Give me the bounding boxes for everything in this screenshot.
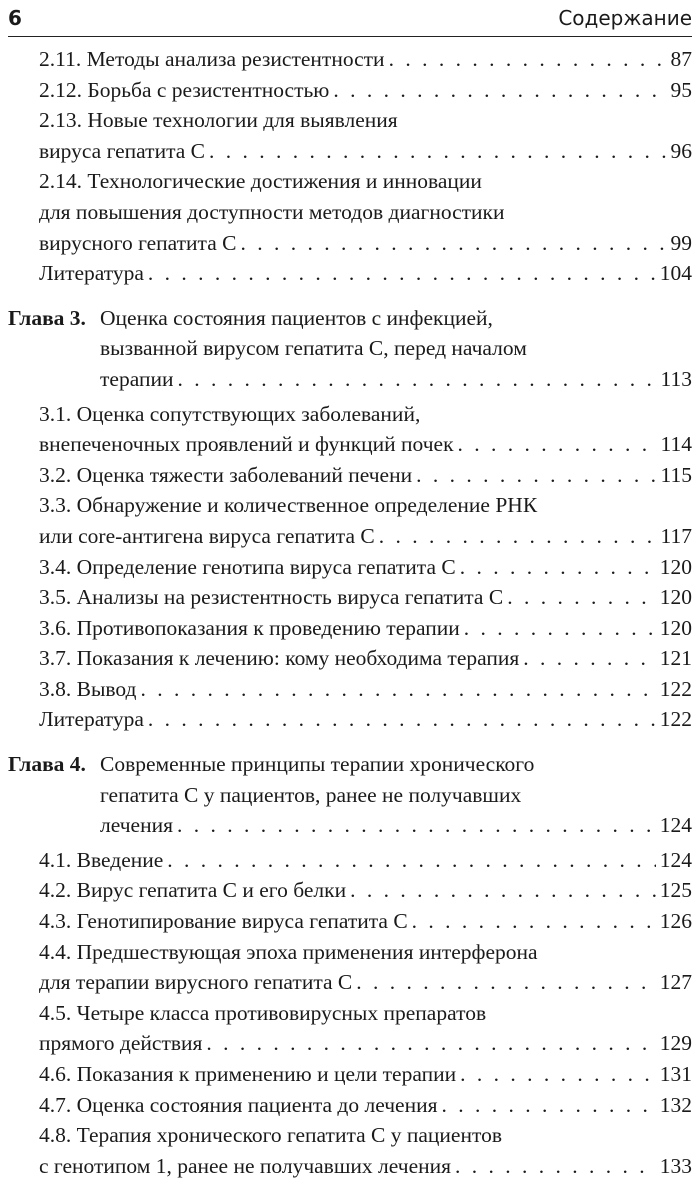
- chapter-label: Глава 3.: [8, 305, 86, 330]
- chapter-2-tail: [0, 44, 700, 289]
- page-ref: 122: [659, 707, 692, 732]
- leader-dots: [523, 643, 655, 674]
- toc-entry: [39, 1090, 692, 1121]
- page-ref: 133: [659, 1153, 692, 1178]
- toc-entry: [39, 460, 692, 491]
- chapter-3: [0, 303, 700, 735]
- leader-dots: [458, 429, 657, 460]
- table-of-contents: [0, 44, 700, 1181]
- leader-dots: [460, 552, 656, 583]
- entry-text-line: прямого действия: [39, 1031, 203, 1056]
- entry-text-line: терапии: [100, 366, 174, 391]
- leader-dots: [379, 521, 657, 552]
- toc-entry: [39, 845, 692, 876]
- entry-text-line: 2.13. Новые технологии для выявления: [39, 108, 398, 133]
- toc-entry: [39, 613, 692, 644]
- leader-dots: [412, 906, 656, 937]
- leader-dots: [333, 75, 666, 106]
- entry-text-line: 2.11. Методы анализа резистентности: [39, 47, 385, 71]
- running-head: [8, 2, 692, 37]
- running-title: Содержание: [558, 6, 692, 30]
- entry-text-line: 3.7. Показания к лечению: кому необходима терапия: [39, 646, 520, 671]
- entry-text-line: 4.8. Терапия хронического гепатита С у пациентов: [39, 1123, 502, 1148]
- toc-entry: [39, 552, 692, 583]
- entry-text-line: 4.5. Четыре класса противовирусных препаратов: [39, 1000, 487, 1025]
- toc-entry: [39, 166, 692, 258]
- entry-text-line: для терапии вирусного гепатита С: [39, 970, 353, 995]
- leader-dots: [356, 967, 656, 998]
- toc-entry: [39, 258, 692, 289]
- page-ref: 120: [659, 554, 692, 579]
- leader-dots: [464, 613, 656, 644]
- toc-entry: [39, 399, 692, 460]
- toc-entry: [39, 490, 692, 551]
- entry-text-line: внепеченочных проявлений и функций почек: [39, 432, 454, 457]
- entry-text-line: 3.8. Вывод: [39, 676, 137, 701]
- leader-dots: [389, 44, 667, 75]
- page-ref: 122: [659, 676, 692, 701]
- entry-text-line: 3.2. Оценка тяжести заболеваний печени: [39, 462, 413, 487]
- toc-entry: [39, 75, 692, 106]
- chapter-label: Глава 4.: [8, 752, 86, 777]
- leader-dots: [455, 1151, 656, 1181]
- entry-text-line: 4.7. Оценка состояния пациента до лечения: [39, 1092, 438, 1117]
- page-ref: 117: [660, 523, 692, 548]
- entry-text-line: гепатита С у пациентов, ранее не получавших: [100, 782, 522, 807]
- leader-dots: [507, 582, 656, 613]
- leader-dots: [167, 845, 655, 876]
- page-ref: 124: [659, 847, 692, 872]
- toc-entry: [39, 582, 692, 613]
- toc-entry: [39, 875, 692, 906]
- leader-dots: [148, 258, 656, 289]
- toc-entry: [39, 44, 692, 75]
- toc-entry: [39, 937, 692, 998]
- leader-dots: [416, 460, 656, 491]
- entry-text-line: для повышения доступности методов диагностики: [39, 199, 505, 224]
- chapter-title: [100, 749, 692, 841]
- entry-text-line: 3.3. Обнаружение и количественное определение РНК: [39, 493, 538, 518]
- page-ref: 125: [659, 878, 692, 903]
- page-ref: 131: [659, 1062, 692, 1086]
- entry-text-line: или core-антигена вируса гепатита С: [39, 523, 375, 548]
- page-ref: 127: [659, 970, 692, 995]
- page-ref: 99: [670, 230, 692, 255]
- page-ref: 104: [659, 261, 692, 286]
- page-ref: 114: [660, 432, 692, 457]
- toc-entry: [39, 906, 692, 937]
- entry-text-line: Оценка состояния пациентов с инфекцией,: [100, 305, 493, 330]
- chapter-4: [0, 749, 700, 1181]
- leader-dots: [177, 364, 656, 395]
- entry-text-line: 3.1. Оценка сопутствующих заболеваний,: [39, 401, 421, 426]
- leader-dots: [240, 228, 666, 259]
- entry-text-line: вируса гепатита С: [39, 138, 205, 163]
- toc-entry: [39, 1120, 692, 1181]
- toc-entry: [39, 643, 692, 674]
- toc-entry: [39, 704, 692, 735]
- entry-text-line: 4.6. Показания к применению и цели терапии: [39, 1062, 457, 1086]
- leader-dots: [177, 810, 656, 841]
- toc-entry: [39, 105, 692, 166]
- toc-entry: [39, 1059, 692, 1090]
- entry-text-line: лечения: [100, 813, 173, 838]
- entry-text-line: 2.12. Борьба с резистентностью: [39, 77, 330, 102]
- leader-dots: [148, 704, 656, 735]
- chapter-4-items: [0, 845, 700, 1181]
- toc-entry: [39, 998, 692, 1059]
- page-ref: 120: [659, 615, 692, 640]
- leader-dots: [206, 1028, 655, 1059]
- entry-text-line: вызванной вирусом гепатита С, перед началом: [100, 336, 527, 361]
- entry-text-line: Литература: [39, 261, 144, 286]
- page-ref: 129: [659, 1031, 692, 1056]
- leader-dots: [350, 875, 656, 906]
- entry-text-line: 4.3. Генотипирование вируса гепатита С: [39, 909, 408, 934]
- page-number: 6: [8, 6, 22, 30]
- entry-text-line: 4.4. Предшествующая эпоха применения интерферона: [39, 939, 538, 964]
- page-ref: 96: [670, 138, 692, 163]
- entry-text-line: 3.5. Анализы на резистентность вируса гепатита С: [39, 585, 504, 610]
- page-ref: 126: [659, 909, 692, 934]
- page-ref: 95: [670, 77, 692, 102]
- toc-entry: [39, 674, 692, 705]
- entry-text-line: 4.1. Введение: [39, 847, 164, 872]
- page-ref: 87: [670, 47, 692, 71]
- chapter-title: [100, 303, 692, 395]
- entry-text-line: 4.2. Вирус гепатита С и его белки: [39, 878, 347, 903]
- entry-text-line: Современные принципы терапии хронического: [100, 752, 535, 777]
- page-ref: 120: [659, 585, 692, 610]
- leader-dots: [460, 1059, 656, 1090]
- page-ref: 113: [660, 366, 692, 391]
- entry-text-line: 3.6. Противопоказания к проведению терапии: [39, 615, 460, 640]
- leader-dots: [209, 136, 667, 167]
- entry-text-line: Литература: [39, 707, 144, 732]
- entry-text-line: вирусного гепатита С: [39, 230, 237, 255]
- page-ref: 115: [660, 462, 692, 487]
- leader-dots: [141, 674, 656, 705]
- page-ref: 132: [659, 1092, 692, 1117]
- page-ref: 121: [659, 646, 692, 671]
- leader-dots: [441, 1090, 655, 1121]
- entry-text-line: с генотипом 1, ранее не получавших лечения: [39, 1153, 452, 1178]
- entry-text-line: 2.14. Технологические достижения и инновации: [39, 169, 482, 194]
- page-ref: 124: [659, 813, 692, 838]
- entry-text-line: 3.4. Определение генотипа вируса гепатита С: [39, 554, 456, 579]
- chapter-3-items: [0, 399, 700, 736]
